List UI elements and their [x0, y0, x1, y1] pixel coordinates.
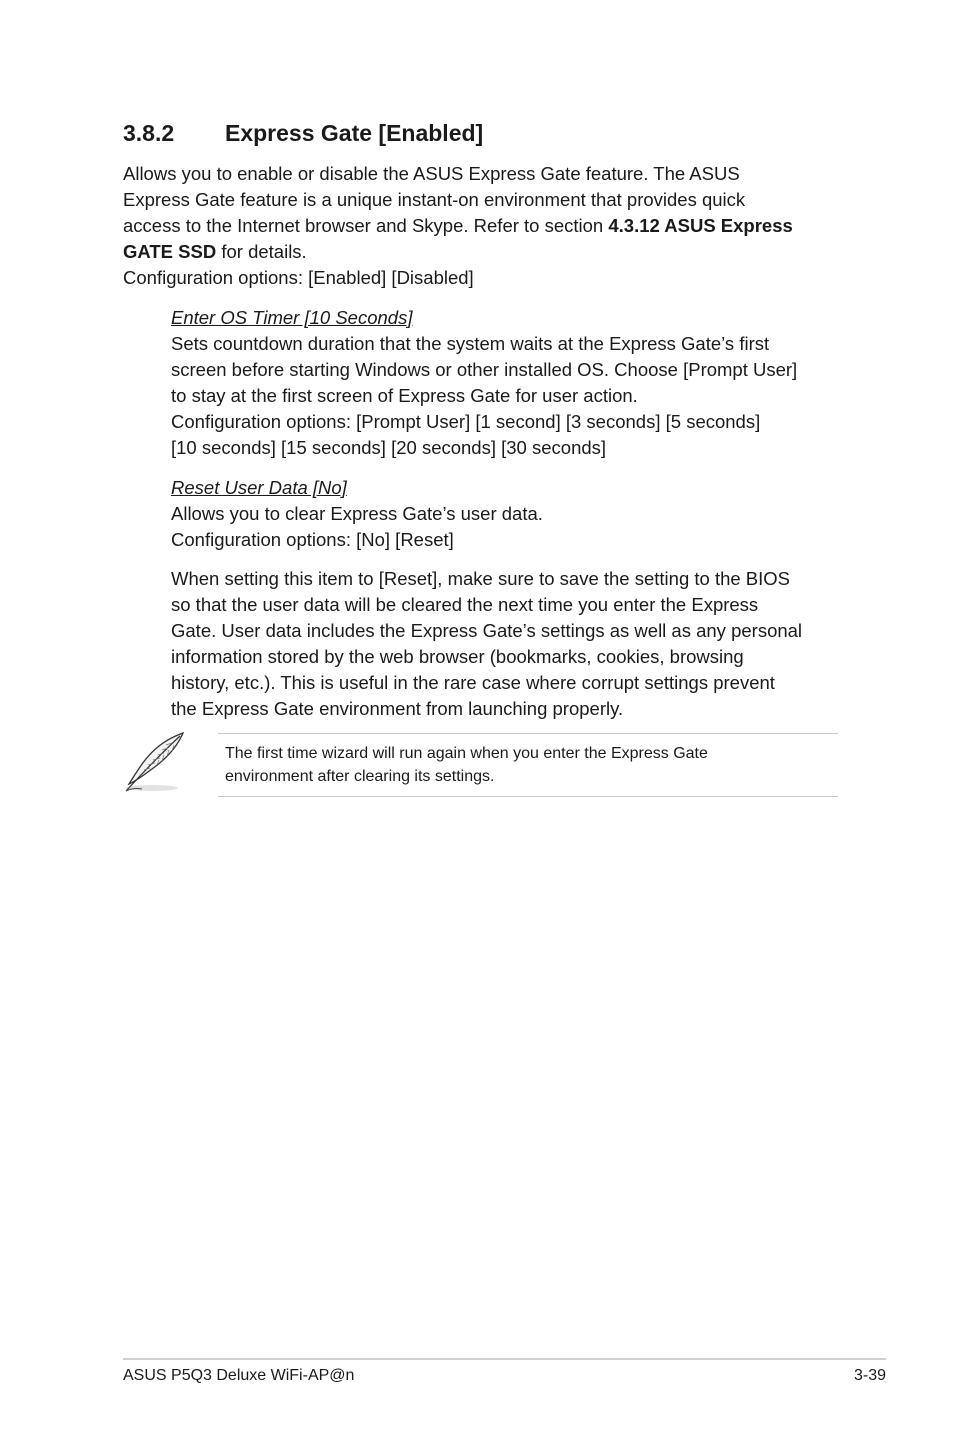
reset-user-data-title: Reset User Data [No] [171, 477, 347, 498]
os-timer-line: screen before starting Windows or other installed OS. Choose [Prompt User] [171, 359, 798, 380]
intro-line [123, 239, 843, 265]
os-timer-line: to stay at the first screen of Express Gate for user action. [171, 385, 638, 406]
footer-divider [123, 1358, 886, 1360]
os-timer-title: Enter OS Timer [10 Seconds] [171, 307, 413, 328]
section-reference: 4.3.12 ASUS Express [608, 215, 793, 236]
intro-line: Express Gate feature is a unique instant-on environment that provides quick [123, 189, 746, 210]
section-title: Express Gate [Enabled] [225, 120, 484, 146]
intro-line [123, 213, 843, 239]
section-number: 3.8.2 [123, 120, 175, 146]
note-bottom-divider [218, 796, 838, 797]
note-text [225, 742, 708, 788]
warning-line: the Express Gate environment from launching properly. [171, 698, 624, 719]
warning-line: Gate. User data includes the Express Gate’s settings as well as any personal [171, 620, 803, 641]
intro-line: Allows you to enable or disable the ASUS Express Gate feature. The ASUS [123, 163, 740, 184]
feather-pen-icon [122, 731, 186, 795]
note-line: The first time wizard will run again when you enter the Express Gate [225, 745, 708, 762]
os-timer-section [171, 305, 841, 461]
note-top-divider [218, 733, 838, 734]
intro-paragraph [123, 161, 843, 291]
reset-user-data-section [171, 475, 841, 553]
section-reference: GATE SSD [123, 241, 217, 262]
reset-user-data-line: Allows you to clear Express Gate’s user data. [171, 503, 543, 524]
config-options: Configuration options: [Enabled] [Disabled] [123, 267, 474, 288]
intro-text: for details. [216, 241, 307, 262]
reset-user-data-line: Configuration options: [No] [Reset] [171, 529, 454, 550]
reset-warning-paragraph [171, 566, 841, 722]
warning-line: history, etc.). This is useful in the rare case where corrupt settings prevent [171, 672, 775, 693]
warning-line: information stored by the web browser (bookmarks, cookies, browsing [171, 646, 744, 667]
note-line: environment after clearing its settings. [225, 768, 495, 785]
footer-product-name: ASUS P5Q3 Deluxe WiFi-AP@n [123, 1367, 355, 1384]
os-timer-line: [10 seconds] [15 seconds] [20 seconds] [30 seconds] [171, 437, 607, 458]
os-timer-line: Configuration options: [Prompt User] [1 second] [3 seconds] [5 seconds] [171, 411, 761, 432]
warning-line: When setting this item to [Reset], make sure to save the setting to the BIOS [171, 568, 791, 589]
intro-text: access to the Internet browser and Skype. Refer to section [123, 215, 609, 236]
section-heading [123, 118, 483, 148]
os-timer-line: Sets countdown duration that the system waits at the Express Gate’s first [171, 333, 770, 354]
warning-line: so that the user data will be cleared the next time you enter the Express [171, 594, 759, 615]
footer-page-number: 3-39 [853, 1367, 886, 1384]
